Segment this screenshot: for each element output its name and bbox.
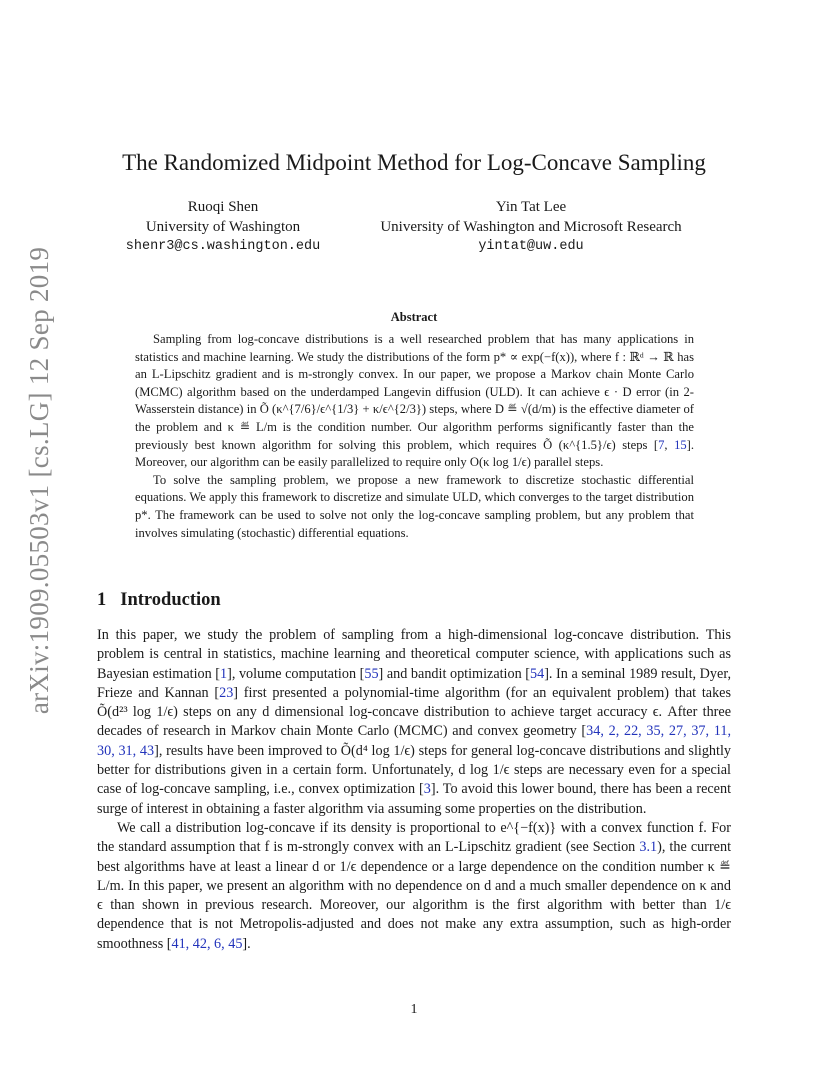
body-text: ], volume computation [ [227, 665, 365, 682]
author-block [118, 198, 328, 257]
author-email[interactable]: yintat@uw.edu [478, 239, 584, 254]
author-email[interactable]: shenr3@cs.washington.edu [125, 239, 321, 254]
citation-link[interactable]: 7 [658, 437, 665, 452]
citation-link[interactable]: 3 [423, 781, 431, 798]
citation-link[interactable]: 23 [219, 684, 234, 701]
body-text: ] first presented a polynomial-time algorithm (for an equivalent problem) that takes Õ(d²³ log 1/ϵ) steps on any d dimensional log-concave distribution to achieve target accuracy ϵ. After three decades of research in Markov chain Monte Carlo (MCMC) and convex geometry [ [97, 684, 731, 740]
page-number: 1 [410, 1002, 418, 1017]
body-text: ]. In a seminal 1989 result, Dyer, Frieze and Kannan [ [97, 665, 732, 701]
arxiv-id: arXiv:1909.05503v1 [cs.LG] 12 Sep 2019 [24, 246, 55, 714]
intro-body [97, 626, 731, 954]
citation-link[interactable]: 34, 2, 22, 35, 27, 37, 11, 30, 31, 43 [97, 723, 731, 759]
body-text: ]. To avoid this lower bound, there has been a recent surge of interest in obtaining a faster algorithm via assuming some properties on the distribution. [97, 781, 732, 817]
body-text: ), the current best algorithms have at least a linear d or 1/ϵ dependence or a large dependence on the condition number κ ≝ L/m. In this paper, we present an algorithm with no dependence on d and a much smaller dependence on κ and ϵ than shown in previous research. Moreover, our algorithm is the first algorithm with better than 1/ϵ dependence that is not Metropolis-adjusted and does not make any extra assumption, such as high-order smoothness [ [97, 839, 732, 952]
author-affiliation: University of Washington and Microsoft Research [380, 218, 682, 235]
citation-link[interactable]: 15 [674, 437, 687, 452]
body-text: In this paper, we study the problem of sampling from a high-dimensional log-concave distribution. This problem is central in statistics, machine learning and theoretical computer science, with applications such as Bayesian estimation [ [97, 627, 731, 682]
abstract-paragraph: To solve the sampling problem, we propose a new framework to discretize stochastic differential equations. We apply this framework to discretize and simulate ULD, which converges to the target distribution p*. The framework can be used to solve not only the log-concave sampling problem, but any problem that involves simulating (stochastic) differential equations. [135, 472, 694, 540]
abstract-text: Sampling from log-concave distributions is a well researched problem that has many applications in statistics and machine learning. We study the distributions of the form p* ∝ exp(−f(x)), where f : ℝᵈ → ℝ has an L-Lipschitz gradient and is m-strongly convex. In our paper, we propose a Markov chain Monte Carlo (MCMC) algorithm based on the underdamped Langevin diffusion (ULD). It can achieve ϵ · D error (in 2-Wasserstein distance) in Õ (κ^{7/6}/ϵ^{1/3} + κ/ϵ^{2/3}) steps, where D ≝ √(d/m) is the effective diameter of the problem and κ ≝ L/m is the condition number. Our algorithm performs significantly faster than the previously best known algorithm for solving this problem, which requires Õ (κ^{1.5}/ϵ) steps [ [135, 332, 694, 452]
section-link[interactable]: 3.1 [639, 839, 658, 856]
author-affiliation: University of Washington [145, 218, 301, 235]
body-paragraph [97, 819, 731, 954]
citation-link[interactable]: 1 [220, 665, 228, 682]
abstract [135, 331, 694, 542]
author-name: Yin Tat Lee [495, 199, 567, 215]
author-name: Ruoqi Shen [187, 199, 259, 215]
body-text: ], results have been improved to Õ(d⁴ log 1/ϵ) steps for general log-concave distributions and slightly better for distributions given in a certain form. Unfortunately, d log 1/ϵ steps are necessary even for a special case of log-concave sampling, i.e., convex optimization [ [97, 742, 731, 798]
body-text: We call a distribution log-concave if its density is proportional to e^{−f(x)} with a convex function f. For the standard assumption that f is m-strongly convex with an L-Lipschitz gradient (see Section [97, 819, 731, 856]
section-heading [97, 590, 221, 611]
section-number: 1 [97, 590, 107, 610]
body-paragraph [97, 626, 731, 819]
arxiv-stamp [22, 246, 58, 714]
citation-link[interactable]: 54 [530, 665, 545, 682]
section-title: Introduction [120, 590, 221, 610]
abstract-heading: Abstract [390, 310, 438, 324]
paper-title: The Randomized Midpoint Method for Log-Concave Sampling [122, 150, 706, 175]
body-text: ] and bandit optimization [ [378, 665, 531, 682]
author-block [355, 198, 707, 257]
abstract-paragraph: Sampling from log-concave distributions is a well researched problem that has many applications in statistics and machine learning. We study the distributions of the form p* ∝ exp(−f(x)), where f : ℝᵈ → ℝ has an L-Lipschitz gradient and is m-strongly convex. In our paper, we propose a Markov chain Monte Carlo (MCMC) algorithm based on the underdamped Langevin diffusion (ULD). It can achieve ϵ · D error (in 2-Wasserstein distance) in Õ (κ^{7/6}/ϵ^{1/3} + κ/ϵ^{2/3}) steps, where D ≝ √(d/m) is the effective diameter of the problem and κ ≝ L/m is the condition number. Our algorithm performs significantly faster than the previously best known algorithm for solving this problem, which requires Õ (κ^{1.5}/ϵ) steps [7, 15]. Moreover, our algorithm can be easily parallelized to require only O(κ log 1/ϵ) parallel steps. [135, 332, 695, 470]
abstract-text: ]. Moreover, our algorithm can be easily parallelized to require only O(κ log 1/ϵ) parallel steps. [135, 437, 695, 470]
body-text: ]. [242, 935, 251, 952]
citation-link[interactable]: 55 [364, 665, 379, 682]
citation-link[interactable]: 41, 42, 6, 45 [171, 935, 243, 952]
